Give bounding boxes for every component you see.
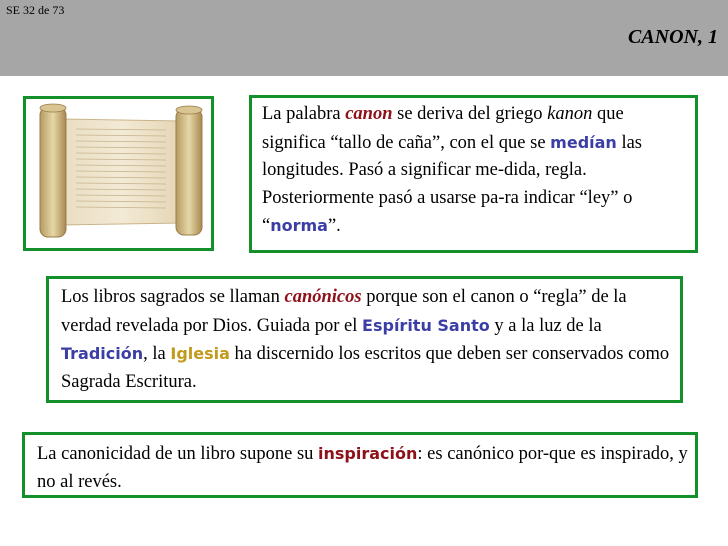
text: La palabra [262,104,346,124]
text: se deriva del griego [392,104,548,124]
term-median: medían [550,132,617,152]
term-tradicion: Tradición [61,344,144,363]
canonicity-box [22,432,698,498]
term-inspiracion: inspiración [318,444,418,463]
scroll-image [26,99,211,248]
term-espiritu-santo: Espíritu Santo [362,315,490,335]
term-canonicos: canónicos [284,287,362,307]
text: La canonicidad de un libro supone su [37,444,319,464]
text: Los libros sagrados se llaman [61,287,285,307]
term-iglesia: Iglesia [170,344,230,363]
term-canon: canon [345,104,393,124]
text: las longitudes. Pasó a significar me-dida, regla. Posteriormente pasó a usarse pa-ra indicar “ley” o “ [262,132,643,236]
term-kanon: kanon [547,104,593,124]
text: porque son el canon o “regla” de la verdad revelada por Dios. Guiada por el [61,287,627,336]
text: , la [143,344,171,364]
text: : es canónico por-que es inspirado, y no al revés. [37,444,688,492]
slide-header [0,0,728,76]
slide-title: CANON, 1 [627,26,718,48]
canon-definition-box [249,95,698,253]
text: que significa “tallo de caña”, con el que se [262,104,624,153]
text: ”. [327,216,341,236]
canonical-books-box [46,276,683,403]
slide-number: SE 32 de 73 [6,3,65,17]
text: y a la luz de la [489,315,602,336]
term-norma: norma [270,216,328,235]
scroll-image-frame [23,96,214,251]
text: ha discernido los escritos que deben ser conservados como Sagrada Escritura. [61,344,670,392]
